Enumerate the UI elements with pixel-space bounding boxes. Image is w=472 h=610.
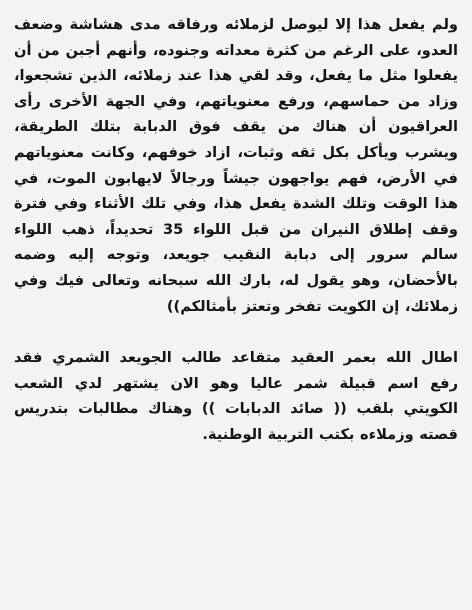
story-paragraph: ولم يفعل هذا إلا ليوصل لزملائه ورفاقه مدى هشاشة وضعف العدو، على الرغم من كثرة معداته وجنوده، وأنهم أجبن من أن يفعلوا مثل ما يفعل، وقد لقي هذا عند زملائه، الذين تشجعوا، وزاد من حماسهم، ورفع معنوياتهم، وفي الجهة الأخرى رأى العراقيون أن هناك من يقف فوق الدبابة بتلك الطريقة، ويشرب ويأكل بكل ثقه وثبات، ازاد خوفهم، وكانت معنوياتهم في الأرض، فهم يواجهون جيشاً ورجالاً لايهابون الموت، في هذا الوقت وتلك الشدة يفعل هذا، وفي تلك الأثناء وفي فترة وقف إطلاق النيران من قبل اللواء 35 تحديداً، ذهب اللواء سالم سرور إلى دبابة النقيب جويعد، وتوجه إليه وضمه بالأحضان، وهو يقول له، بارك الله سبحانه وتعالى فيك وفي زملائك، إن الكويت تفخر وتعتز بأمثالكم)) (14, 16, 458, 315)
closing-paragraph: اطال الله بعمر العقيد متقاعد طالب الجويعد الشمري فقد رفع اسم قبيلة شمر عاليا وهو الان يشتهر لدي الشعب الكويتي بلقب (( صائد الدبابات )) وهناك مطالبات بتدريس قصته وزملاءه بكتب التربية الوطنية. (14, 349, 458, 443)
